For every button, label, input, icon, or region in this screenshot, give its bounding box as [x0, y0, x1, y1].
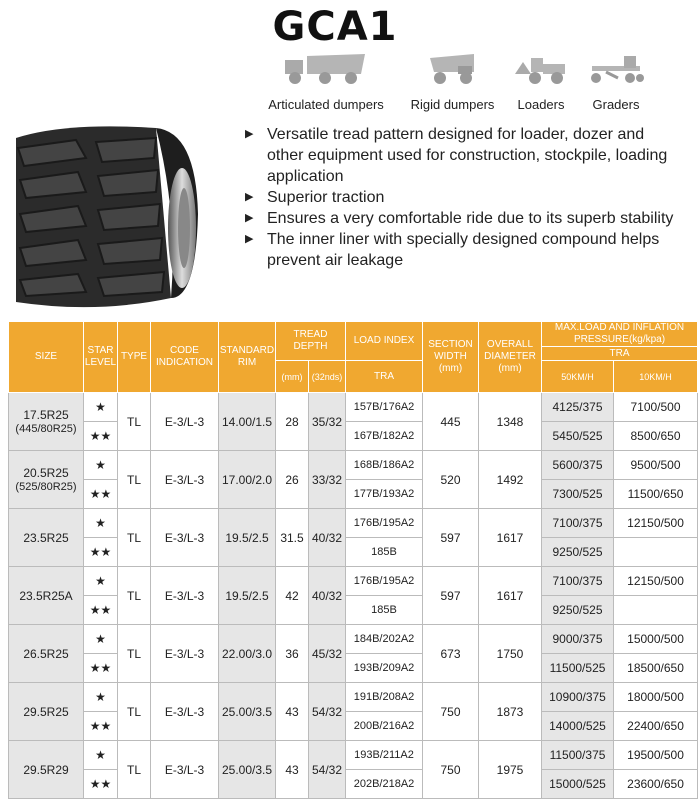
- equipment-label: Rigid dumpers: [410, 97, 495, 112]
- header-tread-32: (32nds): [309, 361, 346, 393]
- cell-size: [9, 741, 84, 799]
- cell-star-level: ★★: [84, 538, 118, 567]
- grader-icon: [588, 52, 644, 86]
- cell-star-level: ★: [84, 567, 118, 596]
- table-row: [9, 712, 698, 741]
- cell-star-level: ★★: [84, 480, 118, 509]
- header-type: TYPE: [118, 322, 151, 393]
- table-row: [9, 451, 698, 480]
- cell-type: TL: [118, 683, 151, 741]
- cell-tread-32: 54/32: [309, 741, 346, 799]
- cell-star-level: ★: [84, 625, 118, 654]
- cell-size: [9, 567, 84, 625]
- cell-section-width: 750: [423, 741, 479, 799]
- cell-load-10: 9500/500: [614, 451, 698, 480]
- cell-star-level: ★: [84, 451, 118, 480]
- table-row: [9, 770, 698, 799]
- cell-load-index: 157B/176A2: [346, 393, 423, 422]
- header-max-load-tra: TRA: [542, 347, 698, 361]
- cell-load-10: 12150/500: [614, 567, 698, 596]
- feature-list: [245, 124, 685, 271]
- cell-section-width: 597: [423, 567, 479, 625]
- cell-load-10: 8500/650: [614, 422, 698, 451]
- cell-load-index: 202B/218A2: [346, 770, 423, 799]
- cell-star-level: ★: [84, 741, 118, 770]
- cell-tread-mm: 43: [276, 683, 309, 741]
- cell-code: E-3/L-3: [151, 683, 219, 741]
- size-label: 29.5R29: [23, 762, 69, 777]
- cell-star-level: ★★: [84, 770, 118, 799]
- cell-tread-mm: 43: [276, 741, 309, 799]
- cell-code: E-3/L-3: [151, 451, 219, 509]
- cell-load-50: 9250/525: [542, 538, 614, 567]
- equipment-graders: [585, 52, 647, 112]
- size-label: 29.5R25: [23, 704, 69, 719]
- feature-item: [245, 229, 685, 271]
- header-overall-diameter: OVERALL DIAMETER (mm): [479, 322, 542, 393]
- size-alt-label: (525/80R25): [15, 480, 77, 493]
- cell-type: TL: [118, 741, 151, 799]
- cell-type: TL: [118, 567, 151, 625]
- cell-load-50: 7100/375: [542, 509, 614, 538]
- cell-load-index: 177B/193A2: [346, 480, 423, 509]
- table-row: [9, 393, 698, 422]
- cell-load-index: 168B/186A2: [346, 451, 423, 480]
- cell-load-50: 4125/375: [542, 393, 614, 422]
- cell-load-index: 200B/216A2: [346, 712, 423, 741]
- cell-star-level: ★: [84, 509, 118, 538]
- cell-overall-diameter: 1873: [479, 683, 542, 741]
- tire-image: [6, 118, 202, 314]
- cell-code: E-3/L-3: [151, 567, 219, 625]
- cell-star-level: ★★: [84, 712, 118, 741]
- header-size: SIZE: [9, 322, 84, 393]
- cell-tread-mm: 26: [276, 451, 309, 509]
- cell-overall-diameter: 1492: [479, 451, 542, 509]
- cell-rim: 22.00/3.0: [219, 625, 276, 683]
- equipment-articulated-dumpers: [262, 52, 390, 112]
- cell-section-width: 445: [423, 393, 479, 451]
- cell-load-10: 11500/650: [614, 480, 698, 509]
- spec-table: [8, 321, 698, 799]
- cell-load-10: 18500/650: [614, 654, 698, 683]
- cell-load-10: 19500/500: [614, 741, 698, 770]
- cell-size: [9, 393, 84, 451]
- table-row: [9, 741, 698, 770]
- cell-tread-32: 33/32: [309, 451, 346, 509]
- cell-load-index: 193B/211A2: [346, 741, 423, 770]
- cell-overall-diameter: 1617: [479, 509, 542, 567]
- cell-star-level: ★: [84, 683, 118, 712]
- cell-load-50: 11500/375: [542, 741, 614, 770]
- cell-tread-32: 40/32: [309, 567, 346, 625]
- cell-tread-mm: 28: [276, 393, 309, 451]
- size-label: 23.5R25A: [19, 588, 73, 603]
- cell-load-index: 193B/209A2: [346, 654, 423, 683]
- table-row: [9, 625, 698, 654]
- cell-section-width: 520: [423, 451, 479, 509]
- cell-load-10: 12150/500: [614, 509, 698, 538]
- cell-star-level: ★★: [84, 596, 118, 625]
- cell-section-width: 597: [423, 509, 479, 567]
- product-title: GCA1: [272, 4, 398, 50]
- cell-code: E-3/L-3: [151, 393, 219, 451]
- feature-text: Ensures a very comfortable ride due to its superb stability: [267, 210, 674, 227]
- header-star-level: STAR LEVEL: [84, 322, 118, 393]
- cell-load-50: 11500/525: [542, 654, 614, 683]
- cell-tread-mm: 36: [276, 625, 309, 683]
- cell-tread-32: 45/32: [309, 625, 346, 683]
- equipment-loaders: [510, 52, 572, 112]
- size-label: 26.5R25: [23, 646, 69, 661]
- header-tread-mm: (mm): [276, 361, 309, 393]
- table-row: [9, 654, 698, 683]
- cell-type: TL: [118, 393, 151, 451]
- cell-tread-32: 54/32: [309, 683, 346, 741]
- cell-load-50: 14000/525: [542, 712, 614, 741]
- header-speed-10: 10KM/H: [614, 361, 698, 393]
- cell-overall-diameter: 1975: [479, 741, 542, 799]
- cell-size: [9, 451, 84, 509]
- equipment-label: Loaders: [517, 97, 565, 112]
- cell-rim: 25.00/3.5: [219, 683, 276, 741]
- header-code: CODE INDICATION: [151, 322, 219, 393]
- cell-load-10: 7100/500: [614, 393, 698, 422]
- feature-item: [245, 124, 685, 187]
- cell-load-index: 176B/195A2: [346, 509, 423, 538]
- cell-code: E-3/L-3: [151, 509, 219, 567]
- cell-load-50: 10900/375: [542, 683, 614, 712]
- cell-load-50: 15000/525: [542, 770, 614, 799]
- header-rim: STANDARD RIM: [219, 322, 276, 393]
- articulated-dumper-icon: [281, 52, 371, 86]
- cell-rim: 19.5/2.5: [219, 567, 276, 625]
- cell-load-10: 23600/650: [614, 770, 698, 799]
- cell-section-width: 750: [423, 683, 479, 741]
- cell-size: [9, 509, 84, 567]
- cell-load-index: 185B: [346, 596, 423, 625]
- size-label: 23.5R25: [23, 530, 69, 545]
- cell-load-50: 7300/525: [542, 480, 614, 509]
- cell-type: TL: [118, 509, 151, 567]
- cell-rim: 14.00/1.5: [219, 393, 276, 451]
- table-row: [9, 422, 698, 451]
- rigid-dumper-icon: [428, 52, 478, 86]
- header-tread-depth: TREAD DEPTH: [276, 322, 346, 361]
- cell-star-level: ★: [84, 393, 118, 422]
- cell-rim: 17.00/2.0: [219, 451, 276, 509]
- cell-rim: 25.00/3.5: [219, 741, 276, 799]
- cell-load-50: 9000/375: [542, 625, 614, 654]
- cell-load-index: 176B/195A2: [346, 567, 423, 596]
- table-row: [9, 567, 698, 596]
- cell-load-50: 7100/375: [542, 567, 614, 596]
- table-row: [9, 509, 698, 538]
- cell-tread-32: 35/32: [309, 393, 346, 451]
- cell-load-50: 9250/525: [542, 596, 614, 625]
- cell-code: E-3/L-3: [151, 625, 219, 683]
- feature-text: Versatile tread pattern designed for loader, dozer and other equipment used for construction, stockpile, loading application: [267, 126, 668, 185]
- header-tra: TRA: [346, 361, 423, 393]
- header-section-width: SECTION WIDTH (mm): [423, 322, 479, 393]
- cell-tread-mm: 42: [276, 567, 309, 625]
- feature-text: Superior traction: [267, 189, 385, 206]
- header-speed-50: 50KM/H: [542, 361, 614, 393]
- size-label: 17.5R25: [23, 407, 69, 422]
- cell-load-10: [614, 538, 698, 567]
- cell-code: E-3/L-3: [151, 741, 219, 799]
- loader-icon: [513, 52, 569, 86]
- equipment-label: Graders: [592, 97, 640, 112]
- cell-load-index: 184B/202A2: [346, 625, 423, 654]
- cell-overall-diameter: 1617: [479, 567, 542, 625]
- table-row: [9, 480, 698, 509]
- feature-text: The inner liner with specially designed compound helps prevent air leakage: [267, 231, 660, 269]
- equipment-label: Articulated dumpers: [268, 97, 384, 112]
- equipment-rigid-dumpers: [405, 52, 500, 112]
- cell-load-10: 22400/650: [614, 712, 698, 741]
- cell-tread-mm: 31.5: [276, 509, 309, 567]
- cell-star-level: ★★: [84, 422, 118, 451]
- cell-overall-diameter: 1348: [479, 393, 542, 451]
- table-row: [9, 538, 698, 567]
- cell-load-10: [614, 596, 698, 625]
- cell-size: [9, 683, 84, 741]
- cell-load-index: 185B: [346, 538, 423, 567]
- size-alt-label: (445/80R25): [15, 422, 77, 435]
- cell-load-index: 191B/208A2: [346, 683, 423, 712]
- cell-type: TL: [118, 451, 151, 509]
- feature-item: [245, 187, 685, 208]
- cell-load-10: 18000/500: [614, 683, 698, 712]
- table-row: [9, 596, 698, 625]
- cell-load-50: 5600/375: [542, 451, 614, 480]
- feature-item: [245, 208, 685, 229]
- cell-load-50: 5450/525: [542, 422, 614, 451]
- cell-section-width: 673: [423, 625, 479, 683]
- cell-overall-diameter: 1750: [479, 625, 542, 683]
- cell-rim: 19.5/2.5: [219, 509, 276, 567]
- cell-size: [9, 625, 84, 683]
- table-row: [9, 683, 698, 712]
- cell-tread-32: 40/32: [309, 509, 346, 567]
- header-load-index: LOAD INDEX: [346, 322, 423, 361]
- header-max-load: MAX.LOAD AND INFLATION PRESSURE(kg/kpa): [542, 322, 698, 347]
- cell-star-level: ★★: [84, 654, 118, 683]
- size-label: 20.5R25: [23, 465, 69, 480]
- cell-load-index: 167B/182A2: [346, 422, 423, 451]
- cell-load-10: 15000/500: [614, 625, 698, 654]
- cell-type: TL: [118, 625, 151, 683]
